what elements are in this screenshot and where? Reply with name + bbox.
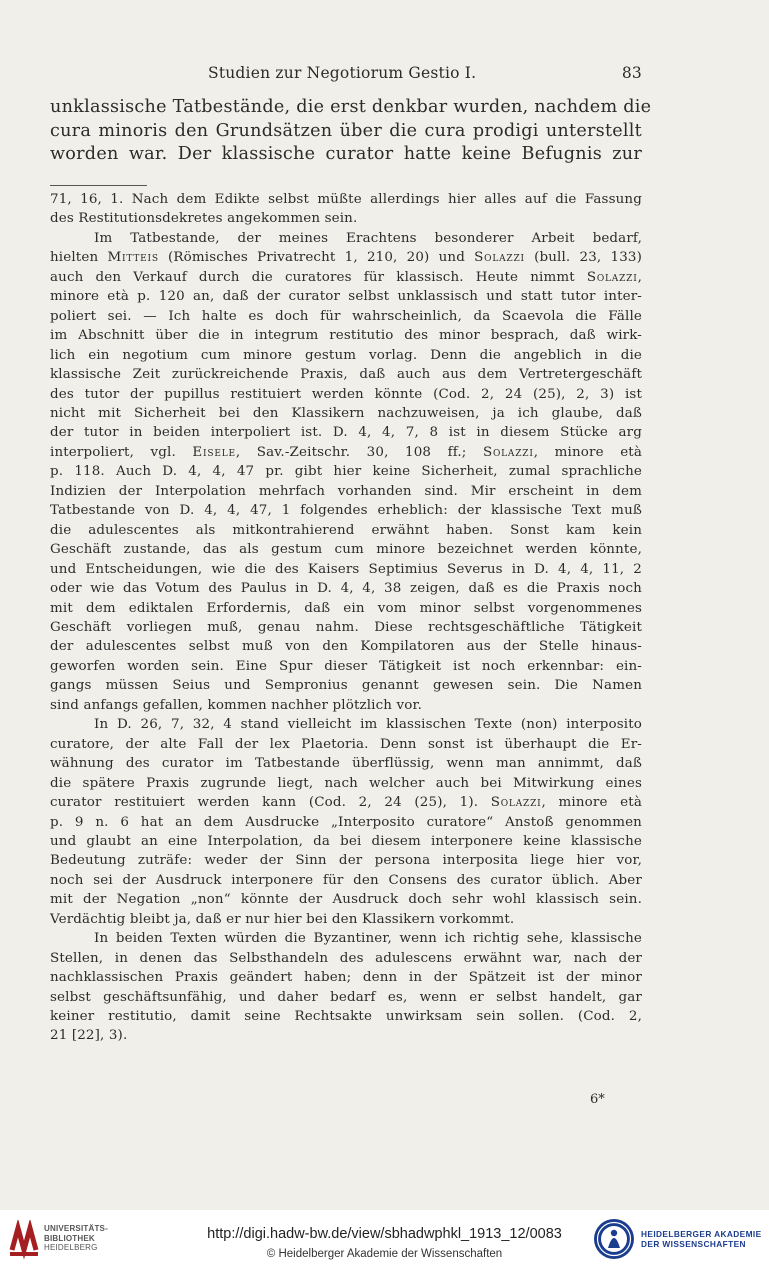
signature-mark: 6* — [590, 1092, 605, 1107]
footnote-text: nicht mit Sicherheit bei den Klassikern nachzuweisen, ja ich glaube, daß — [50, 405, 642, 421]
footnote-line — [50, 676, 642, 695]
footnote-line — [50, 657, 642, 676]
footnote-text: mit dem ediktalen Erfordernis, daß ein vom minor selbst vorgenommenes — [50, 600, 642, 616]
footnote-text: curator restituiert werden kann (Cod. 2, 24 (25), 1). — [50, 795, 491, 811]
footnote-separator — [50, 185, 147, 186]
author-name: Solazzi — [490, 795, 542, 811]
footnote-line — [50, 521, 642, 540]
footnote-text: der adulescentes selbst muß von den Kompilatoren aus der Stelle hinaus- — [50, 639, 642, 655]
footnote-line — [50, 229, 642, 248]
footnote-text: mit der Negation „non“ könnte der Ausdruck doch sehr wohl klassisch sein. — [50, 892, 642, 908]
footnote-text: , Sav.-Zeitschr. 30, 108 ff.; — [235, 444, 483, 460]
footnote-text: die spätere Praxis zugrunde liegt, nach welcher auch bei Mitwirkung eines — [50, 775, 642, 791]
footnote-text: die adulescentes als mitkontrahierend erwähnt haben. Sonst kam kein — [50, 522, 642, 538]
footnote-line — [50, 385, 642, 404]
footnote-text: wähnung des curator im Tatbestande überflüssig, wenn man annimmt, daß — [50, 756, 642, 772]
author-name: Solazzi — [474, 250, 525, 266]
footnote-text: , — [637, 269, 642, 285]
footnote-line — [50, 871, 642, 890]
page-number: 83 — [621, 64, 642, 82]
footnote-text: , minore età — [541, 795, 642, 811]
viewer-footer — [0, 1210, 769, 1268]
footnote-text: minore età p. 120 an, daß der curator selbst unklassisch und statt tutor inter- — [50, 289, 642, 305]
footnote-text: geworfen worden sein. Eine Spur dieser Tätigkeit ist noch erkennbar: ein- — [50, 658, 642, 674]
footnote-line — [50, 949, 642, 968]
author-name: Solazzi — [586, 269, 638, 285]
footnote-line — [50, 890, 642, 909]
footnote-line — [50, 190, 642, 209]
footnote-line — [50, 851, 642, 870]
author-name: Solazzi — [482, 444, 534, 460]
footnote-line — [50, 754, 642, 773]
main-text-line: cura minoris den Grundsätzen über die cura prodigi unterstellt — [50, 120, 642, 141]
footnote-line — [50, 793, 642, 812]
footnote-line — [50, 929, 642, 948]
footnote-line — [50, 910, 642, 929]
footnote-line — [50, 618, 642, 637]
footnote-text: Im Tatbestande, der meines Erachtens besonderer Arbeit bedarf, — [94, 230, 642, 246]
main-text-line: unklassische Tatbestände, die erst denkbar wurden, nachdem die — [50, 97, 652, 117]
library-name-line: UNIVERSITÄTS- — [44, 1224, 108, 1233]
footnote-line — [50, 774, 642, 793]
footnote-text: In D. 26, 7, 32, 4 stand vielleicht im klassischen Texte (non) interposito — [94, 717, 642, 733]
footnote-line — [50, 696, 642, 715]
footnote-text: Verdächtig bleibt ja, daß er nur hier bei den Klassikern vorkommt. — [50, 911, 515, 927]
footnote-line — [50, 268, 642, 287]
running-header — [50, 64, 642, 88]
footnote-text: curatore, der alte Fall der lex Plaetoria. Denn sonst ist überhaupt die Er- — [50, 736, 642, 752]
footnote-line — [50, 813, 642, 832]
footnote-text: und glaubt an eine Interpolation, da bei diesem interponere keine klassische — [50, 833, 642, 849]
footnote-line — [50, 501, 642, 520]
footnote-text: (Römisches Privatrecht 1, 210, 20) und — [158, 250, 475, 266]
footnote-text: auch den Verkauf durch die curatores für klassisch. Heute nimmt — [50, 269, 587, 285]
footnote-text: Indizien der Interpolation mehrfach vorhanden sind. Mir erscheint in dem — [50, 483, 642, 499]
footnote-text: des tutor der pupillus restituiert werden könnte (Cod. 2, 24 (25), 2, 3) ist — [50, 386, 642, 402]
footnote-text: selbst geschäftsunfähig, und daher bedarf es, wenn er selbst handelt, gar — [50, 989, 642, 1005]
footnote-text: Geschäft zustande, das als gestum cum minore bezeichnet werden könnte, — [50, 542, 642, 558]
footnote-text: und Entscheidungen, wie die des Kaisers Septimius Severus in D. 4, 4, 11, 2 — [50, 561, 642, 577]
main-text — [50, 96, 652, 167]
academy-name-line: DER WISSENSCHAFTEN — [641, 1239, 746, 1249]
footnote-text: gangs müssen Seius und Sempronius genannt gewesen sein. Die Namen — [50, 678, 642, 694]
footnote-line — [50, 462, 642, 481]
main-text-line: worden war. Der klassische curator hatte keine Befugnis zur — [50, 144, 642, 165]
copyright-notice: © Heidelberger Akademie der Wissenschaften — [266, 1248, 503, 1260]
footnote-text: p. 118. Auch D. 4, 4, 47 pr. gibt hier keine Sicherheit, zumal sprachliche — [50, 464, 642, 480]
footnote-text: klassische Zeit zurückreichende Praxis, daß auch aus dem Vertretergeschäft — [50, 367, 642, 383]
footnote-line — [50, 988, 642, 1007]
permalink-url[interactable]: http://digi.hadw-bw.de/view/sbhadwphkl_1913_12/0083 — [207, 1226, 562, 1242]
footnote-text: oder wie das Votum des Paulus in D. 4, 4, 38 zeigen, daß es die Praxis noch — [50, 581, 642, 597]
footnote-text: Bedeutung zuträfe: weder der Sinn der persona interposita liege hier vor, — [50, 853, 642, 869]
footnote-line — [50, 404, 642, 423]
footnote-text: poliert sei. — Ich halte es doch für wahrscheinlich, da Scaevola die Fälle — [50, 308, 642, 324]
footnote-text: 71, 16, 1. Nach dem Edikte selbst müßte allerdings hier alles auf die Fassung — [50, 192, 642, 207]
footnote-line — [50, 968, 642, 987]
academy-name — [641, 1229, 762, 1249]
footnote-text: noch sei der Ausdruck interponere für den Consens des curator üblich. Aber — [50, 872, 642, 888]
footnote-text: Stellen, in denen das Selbsthandeln des adulescens erwähnt war, nach der — [50, 950, 642, 966]
footnote-line — [50, 248, 642, 267]
footnote-line — [50, 1007, 642, 1026]
footnote-text: interpoliert, vgl. — [50, 444, 193, 460]
footnote-line — [50, 307, 642, 326]
footnote-line — [50, 443, 642, 462]
library-name-line: HEIDELBERG — [44, 1243, 98, 1252]
footnote-line — [50, 482, 642, 501]
footnote-line — [50, 599, 642, 618]
footnote-line — [50, 346, 642, 365]
footnote-line — [50, 1026, 642, 1045]
footnote-line — [50, 423, 642, 442]
footnote-text: 21 [22], 3). — [50, 1028, 128, 1044]
footnote-line — [50, 540, 642, 559]
footnote-text: lich ein negotium cum minore gestum vorlag. Denn die angeblich in die — [50, 347, 642, 363]
footnote-text: Geschäft vorliegen muß, genau nahm. Diese rechtsgeschäftliche Tätigkeit — [50, 619, 642, 635]
footnote-line — [50, 715, 642, 734]
author-name: Eisele — [192, 444, 236, 460]
footnote-line — [50, 637, 642, 656]
footnote-text: der tutor in beiden interpoliert ist. D. 4, 4, 7, 8 ist in diesem Stücke arg — [50, 425, 642, 441]
footnote-text: nachklassischen Praxis geändert haben; denn in der Spätzeit ist der minor — [50, 970, 642, 986]
footnote-text: des Restitutionsdekretes angekommen sein. — [50, 211, 358, 227]
footnote-block — [50, 190, 642, 1046]
footnote-text: keiner restitutio, damit seine Rechtsakte unwirksam sein sollen. (Cod. 2, — [50, 1009, 642, 1025]
footnote-text: p. 9 n. 6 hat an dem Ausdrucke „Interposito curatore“ Anstoß genommen — [50, 814, 642, 830]
footnote-line — [50, 560, 642, 579]
footnote-text: In beiden Texten würden die Byzantiner, wenn ich richtig sehe, klassische — [94, 931, 642, 947]
running-title: Studien zur Negotiorum Gestio I. — [208, 64, 477, 82]
footnote-text: , minore età — [533, 444, 643, 460]
author-name: Mitteis — [107, 250, 159, 266]
academy-name-line: HEIDELBERGER AKADEMIE — [641, 1229, 762, 1239]
footnote-line — [50, 365, 642, 384]
footnote-text: hielten — [50, 250, 108, 266]
academy-seal-logo[interactable] — [593, 1218, 635, 1260]
footnote-line — [50, 326, 642, 345]
footnote-line — [50, 287, 642, 306]
footnote-line — [50, 579, 642, 598]
library-name-line: BIBLIOTHEK — [44, 1233, 95, 1243]
footnote-text: im Abschnitt über die in integrum restitutio des minor besprach, daß wirk- — [50, 328, 642, 344]
footnote-line — [50, 209, 642, 228]
footnote-line — [50, 832, 642, 851]
footnote-text: Tatbestande von D. 4, 4, 47, 1 folgendes erheblich: der klassische Text muß — [50, 503, 642, 519]
footnote-text: sind anfangs gefallen, kommen nachher plötzlich vor. — [50, 697, 423, 713]
footnote-text: (bull. 23, 133) — [524, 250, 642, 266]
footnote-line — [50, 735, 642, 754]
